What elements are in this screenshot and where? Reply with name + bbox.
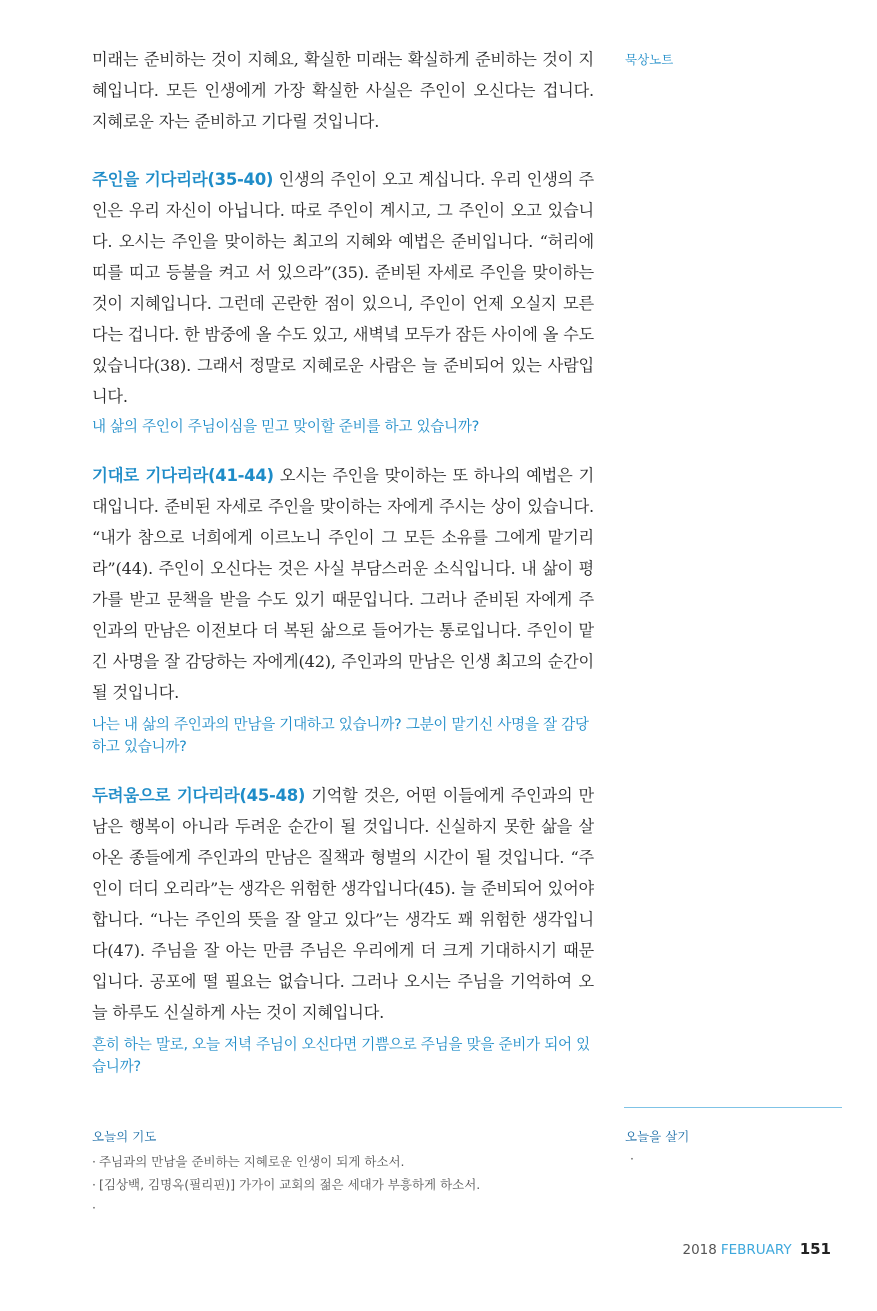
page-footer — [683, 1240, 832, 1258]
prayer-item — [92, 1196, 480, 1219]
section-heading: 기대로 기다리라(41-44) — [92, 466, 274, 485]
footer-month: FEBRUARY — [720, 1242, 792, 1258]
section-body: 인생의 주인이 오고 계십니다. 우리 인생의 주인은 우리 자신이 아닙니다. 따로 주인이 계시고, 그 주인이 오고 있습니다. 오시는 주인을 맞이하는 최고의 지혜와 예법은 준비입니다. “허리에 띠를 띠고 등불을 켜고 서 있으라”(35). 준비된 자세로 주인을 맞이하는 것이 지혜입니다. 그런데 곤란한 점이 있으니, 주인이 언제 오실지 모른다는 겁니다. 한 밤중에 올 수도 있고, 새벽녘 모두가 잠든 사이에 올 수도 있습니다(38). 그래서 정말로 지혜로운 사람은 늘 준비되어 있는 사람입니다. — [92, 170, 594, 406]
today-living-bullet: · — [630, 1151, 634, 1166]
section-paragraph — [92, 460, 594, 708]
reflection-question: 나는 내 삶의 주인과의 만남을 기대하고 있습니까? 그분이 맡기신 사명을 잘 감당하고 있습니까? — [92, 716, 589, 755]
section — [92, 164, 594, 438]
today-living-title: 오늘을 살기 — [625, 1129, 690, 1144]
prayer-item: · 주님과의 만남을 준비하는 지혜로운 인생이 되게 하소서. — [92, 1150, 480, 1173]
section-heading: 주인을 기다리라(35-40) — [92, 170, 274, 189]
reflection-question: 흔히 하는 말로, 오늘 저녁 주님이 오신다면 기쁨으로 주님을 맞을 준비가 되어 있습니까? — [92, 1036, 590, 1075]
footer-year: 2018 — [682, 1242, 717, 1258]
side-label-meditation-note: 묵상노트 — [625, 52, 674, 67]
section-body: 기억할 것은, 어떤 이들에게 주인과의 만남은 행복이 아니라 두려운 순간이 될 것입니다. 신실하지 못한 삶을 살아온 종들에게 주인과의 만남은 질책과 형벌의 시간이 될 것입니다. “주인이 더디 오리라”는 생각은 위험한 생각입니다(45). 늘 준비되어 있어야 합니다. “나는 주인의 뜻을 잘 알고 있다”는 생각도 꽤 위험한 생각입니다(47). 주님을 잘 아는 만큼 주님은 우리에게 더 크게 기대하시기 때문입니다. 공포에 떨 필요는 없습니다. 그러나 오시는 주님을 기억하여 오늘 하루도 신실하게 사는 것이 지혜입니다. — [92, 786, 594, 1022]
reflection-question: 내 삶의 주인이 주님이심을 믿고 맞이할 준비를 하고 있습니까? — [92, 418, 480, 435]
intro-paragraph: 미래는 준비하는 것이 지혜요, 확실한 미래는 확실하게 준비하는 것이 지혜입니다. 모든 인생에게 가장 확실한 사실은 주인이 오신다는 겁니다. 지혜로운 자는 준비하고 기다릴 것입니다. — [92, 50, 594, 131]
section — [92, 780, 594, 1078]
section-body: 오시는 주인을 맞이하는 또 하나의 예법은 기대입니다. 준비된 자세로 주인을 맞이하는 자에게 주시는 상이 있습니다. “내가 참으로 너희에게 이르노니 주인이 그 모든 소유를 그에게 맡기리라”(44). 주인이 오신다는 것은 사실 부담스러운 소식입니다. 내 삶이 평가를 받고 문책을 받을 수도 있기 때문입니다. 그러나 준비된 자에게 주인과의 만남은 이전보다 더 복된 삶으로 들어가는 통로입니다. 주인이 맡긴 사명을 잘 감당하는 자에게(42), 주인과의 만남은 인생 최고의 순간이 될 것입니다. — [92, 466, 595, 702]
divider-line — [624, 1107, 842, 1108]
prayer-item: · [김상백, 김명옥(필리핀)] 가가이 교회의 젊은 세대가 부흥하게 하소서. — [92, 1173, 480, 1196]
section — [92, 460, 594, 758]
prayer-title: 오늘의 기도 — [92, 1129, 157, 1144]
section-paragraph — [92, 780, 594, 1028]
section-heading: 두려움으로 기다리라(45-48) — [92, 786, 306, 805]
section-paragraph — [92, 164, 594, 412]
prayer-list — [92, 1150, 480, 1219]
page-number: 151 — [799, 1240, 831, 1258]
main-column — [92, 44, 594, 1078]
